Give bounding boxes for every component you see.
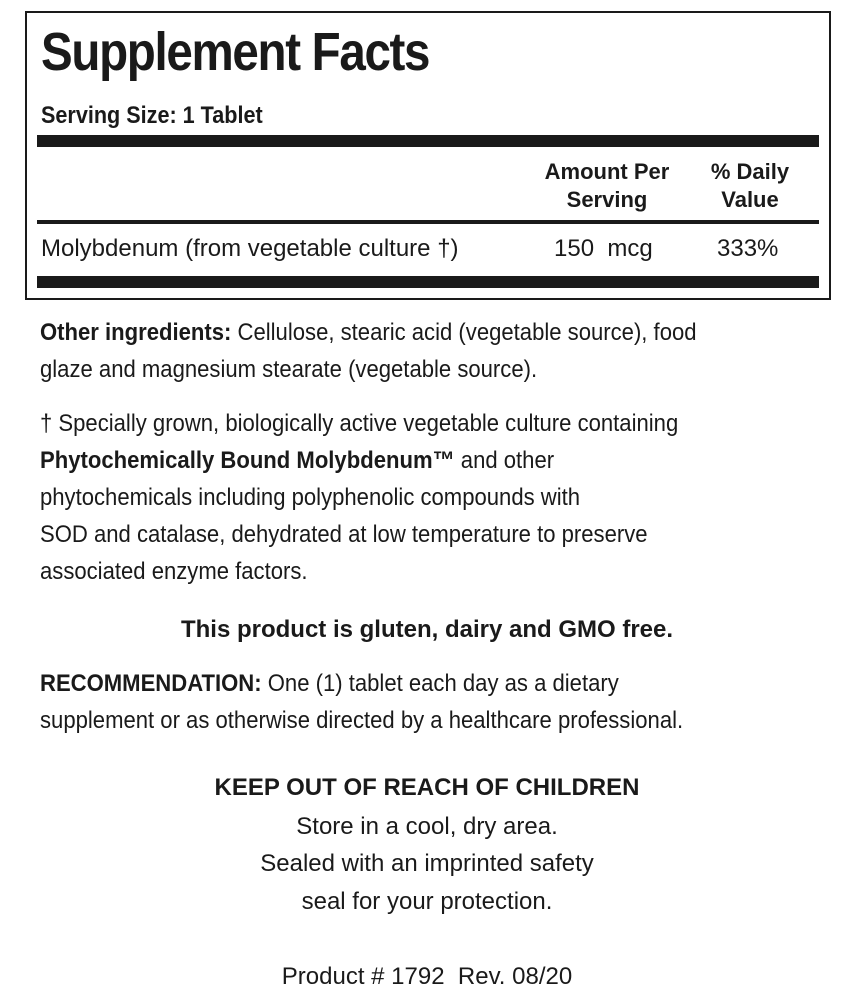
- ingredient-name: Molybdenum (from vegetable culture †): [41, 235, 459, 262]
- allergen-statement: This product is gluten, dairy and GMO free.: [180, 616, 674, 643]
- other-ingredients-label: Other ingredients:: [40, 319, 232, 346]
- culture-footnote: † Specially grown, biologically active vegetable culture containing Phytochemically Bound Molybdenum™ and other phytochemicals including polyphenolic compounds with SOD and catalase, dehydrated at low temperature to preserve associated enzyme factors.: [40, 410, 679, 585]
- keep-out-warning: KEEP OUT OF REACH OF CHILDREN: [214, 774, 640, 801]
- seal-line-2: seal for your protection.: [301, 888, 553, 915]
- storage-instruction: Store in a cool, dry area.: [296, 813, 558, 840]
- product-number: Product # 1792 Rev. 08/20: [281, 963, 573, 990]
- divider-thin: [37, 220, 819, 224]
- other-ingredients: Other ingredients: Cellulose, stearic acid (vegetable source), food glaze and magnesium stearate (vegetable source).: [40, 319, 697, 383]
- recommendation: RECOMMENDATION: One (1) tablet each day as a dietary supplement or as otherwise directed by a healthcare professional.: [40, 670, 684, 734]
- panel-title: Supplement Facts: [41, 22, 430, 82]
- supplement-facts-panel: [25, 11, 831, 300]
- ingredient-amount: 150 mcg: [554, 235, 653, 262]
- divider-thick-top: [37, 135, 819, 147]
- daily-value-header: % Daily Value: [710, 159, 790, 212]
- seal-line-1: Sealed with an imprinted safety: [260, 850, 594, 877]
- amount-per-serving-header: Amount Per Serving: [544, 159, 670, 212]
- divider-thick-bottom: [37, 276, 819, 288]
- trademark-name: Phytochemically Bound Molybdenum™: [40, 447, 455, 474]
- recommendation-label: RECOMMENDATION:: [40, 670, 262, 697]
- ingredient-daily-value: 333%: [717, 235, 779, 262]
- serving-size: Serving Size: 1 Tablet: [41, 102, 263, 129]
